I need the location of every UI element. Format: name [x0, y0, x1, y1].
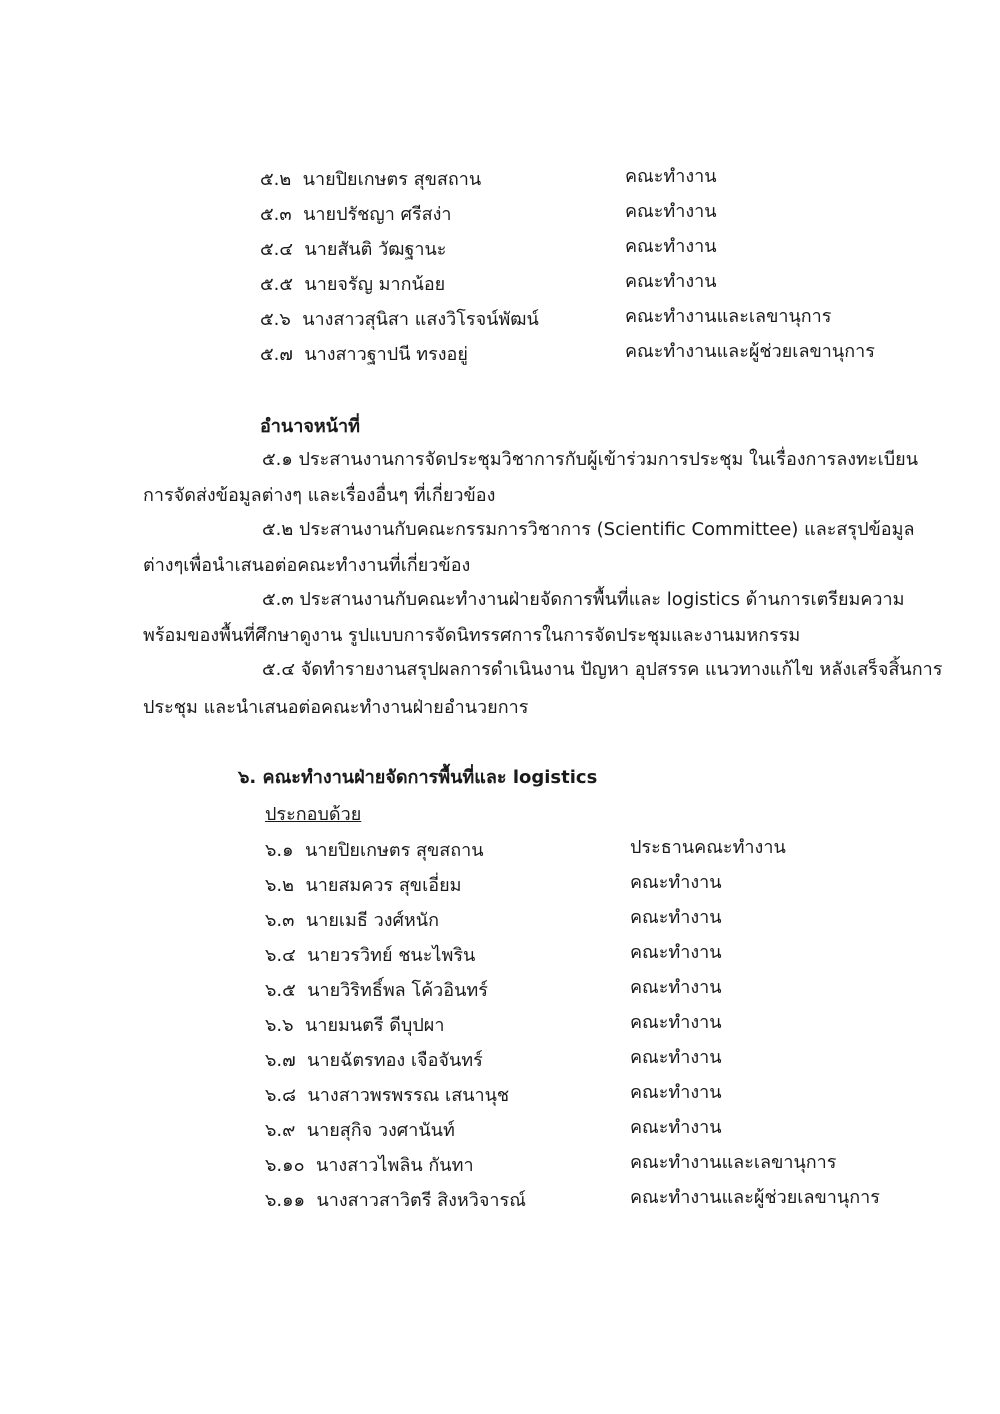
member-number: ๖.๒: [265, 875, 295, 896]
member-role: คณะทำงานและผู้ช่วยเลขานุการ: [625, 341, 875, 362]
duty-1-line-1: ๕.๑ ประสานงานการจัดประชุมวิชาการกับผู้เข้าร่วมการประชุม ในเรื่องการลงทะเบียน: [262, 449, 918, 470]
duty-4-line-2: ประชุม และนำเสนอต่อคณะทำงานฝ่ายอำนวยการ: [143, 697, 529, 718]
member-name: นายปรัชญา ศรีสง่า: [303, 204, 452, 225]
member-name: นายฉัตรทอง เจือจันทร์: [307, 1050, 483, 1071]
member-number: ๖.๑๐: [265, 1155, 305, 1176]
member-name: นางสาวสุนิสา แสงวิโรจน์พัฒน์: [302, 309, 539, 330]
member-role: คณะทำงาน: [630, 1047, 722, 1068]
member-number: ๕.๔: [260, 239, 293, 260]
member-role: คณะทำงาน: [630, 942, 722, 963]
member-role: คณะทำงาน: [630, 1012, 722, 1033]
member-name: นายวรวิทย์ ชนะไพริน: [307, 945, 476, 966]
member-role: คณะทำงานและเลขานุการ: [630, 1152, 837, 1173]
member-name: นายจรัญ มากน้อย: [304, 274, 446, 295]
member-role: คณะทำงาน: [630, 907, 722, 928]
composed-of-label: ประกอบด้วย: [265, 804, 362, 825]
member-number: ๕.๒: [260, 169, 292, 190]
duties-heading: อำนาจหน้าที่: [260, 416, 361, 437]
member-role: คณะทำงาน: [630, 1082, 722, 1103]
member-6-5: [265, 979, 488, 1003]
member-name: นางสาวฐาปนี ทรงอยู่: [304, 344, 468, 365]
member-name: นายมนตรี ดีบุปผา: [305, 1015, 445, 1036]
member-number: ๕.๓: [260, 204, 292, 225]
duty-3-line-2: พร้อมของพื้นที่ศึกษาดูงาน รูปแบบการจัดนิทรรศการในการจัดประชุมและงานมหกรรม: [143, 625, 801, 646]
member-5-3: [260, 203, 452, 227]
duty-4-line-1: ๕.๔ จัดทำรายงานสรุปผลการดำเนินงาน ปัญหา อุปสรรค แนวทางแก้ไข หลังเสร็จสิ้นการ: [262, 659, 943, 680]
member-name: นางสาวไพลิน กันทา: [316, 1155, 474, 1176]
member-6-4: [265, 944, 475, 968]
member-role: คณะทำงาน: [630, 872, 722, 893]
member-number: ๖.๑: [265, 840, 294, 861]
member-6-11: [265, 1189, 526, 1213]
member-role: คณะทำงาน: [625, 271, 717, 292]
member-5-7: [260, 343, 468, 367]
member-name: นายวิริทธิ์พล โค้วอินทร์: [307, 980, 488, 1001]
duty-1-line-2: การจัดส่งข้อมูลต่างๆ และเรื่องอื่นๆ ที่เกี่ยวข้อง: [143, 485, 496, 506]
duty-2-line-2: ต่างๆเพื่อนำเสนอต่อคณะทำงานที่เกี่ยวข้อง: [143, 555, 471, 576]
member-6-9: [265, 1119, 455, 1143]
member-role: คณะทำงาน: [630, 1117, 722, 1138]
member-role: ประธานคณะทำงาน: [630, 837, 786, 858]
member-name: นายสมควร สุขเอี่ยม: [305, 875, 462, 896]
member-number: ๖.๗: [265, 1050, 296, 1071]
member-6-8: [265, 1084, 509, 1108]
member-6-7: [265, 1049, 483, 1073]
member-name: นายเมธี วงศ์หนัก: [305, 910, 439, 931]
member-role: คณะทำงานและเลขานุการ: [625, 306, 832, 327]
member-6-10: [265, 1154, 474, 1178]
member-5-4: [260, 238, 446, 262]
member-name: นายสันติ วัฒฐานะ: [304, 239, 447, 260]
member-5-2: [260, 168, 481, 192]
member-number: ๕.๗: [260, 344, 293, 365]
member-name: นางสาวพรพรรณ เสนานุช: [307, 1085, 510, 1106]
member-name: นางสาวสาวิตรี สิงหวิจารณ์: [316, 1190, 526, 1211]
member-role: คณะทำงาน: [625, 201, 717, 222]
member-number: ๕.๕: [260, 274, 293, 295]
member-role: คณะทำงาน: [630, 977, 722, 998]
member-number: ๖.๔: [265, 945, 296, 966]
duty-2-line-1: ๕.๒ ประสานงานกับคณะกรรมการวิชาการ (Scientific Committee) และสรุปข้อมูล: [262, 519, 915, 540]
member-name: นายปิยเกษตร สุขสถาน: [302, 169, 482, 190]
member-5-5: [260, 273, 445, 297]
member-number: ๖.๙: [265, 1120, 296, 1141]
member-number: ๖.๖: [265, 1015, 294, 1036]
member-6-1: [265, 839, 484, 863]
member-number: ๖.๓: [265, 910, 295, 931]
member-role: คณะทำงานและผู้ช่วยเลขานุการ: [630, 1187, 880, 1208]
duty-3-line-1: ๕.๓ ประสานงานกับคณะทำงานฝ่ายจัดการพื้นที่และ logistics ด้านการเตรียมความ: [262, 589, 905, 610]
member-6-2: [265, 874, 461, 898]
member-6-3: [265, 909, 439, 933]
member-number: ๖.๑๑: [265, 1190, 305, 1211]
member-number: ๕.๖: [260, 309, 291, 330]
member-6-6: [265, 1014, 444, 1038]
member-role: คณะทำงาน: [625, 236, 717, 257]
member-5-6: [260, 308, 539, 332]
member-name: นายปิยเกษตร สุขสถาน: [305, 840, 484, 861]
section-6-heading: ๖. คณะทำงานฝ่ายจัดการพื้นที่และ logistics: [238, 767, 598, 788]
member-name: นายสุกิจ วงศานันท์: [306, 1120, 455, 1141]
member-number: ๖.๘: [265, 1085, 297, 1106]
member-role: คณะทำงาน: [625, 166, 717, 187]
member-number: ๖.๕: [265, 980, 296, 1001]
